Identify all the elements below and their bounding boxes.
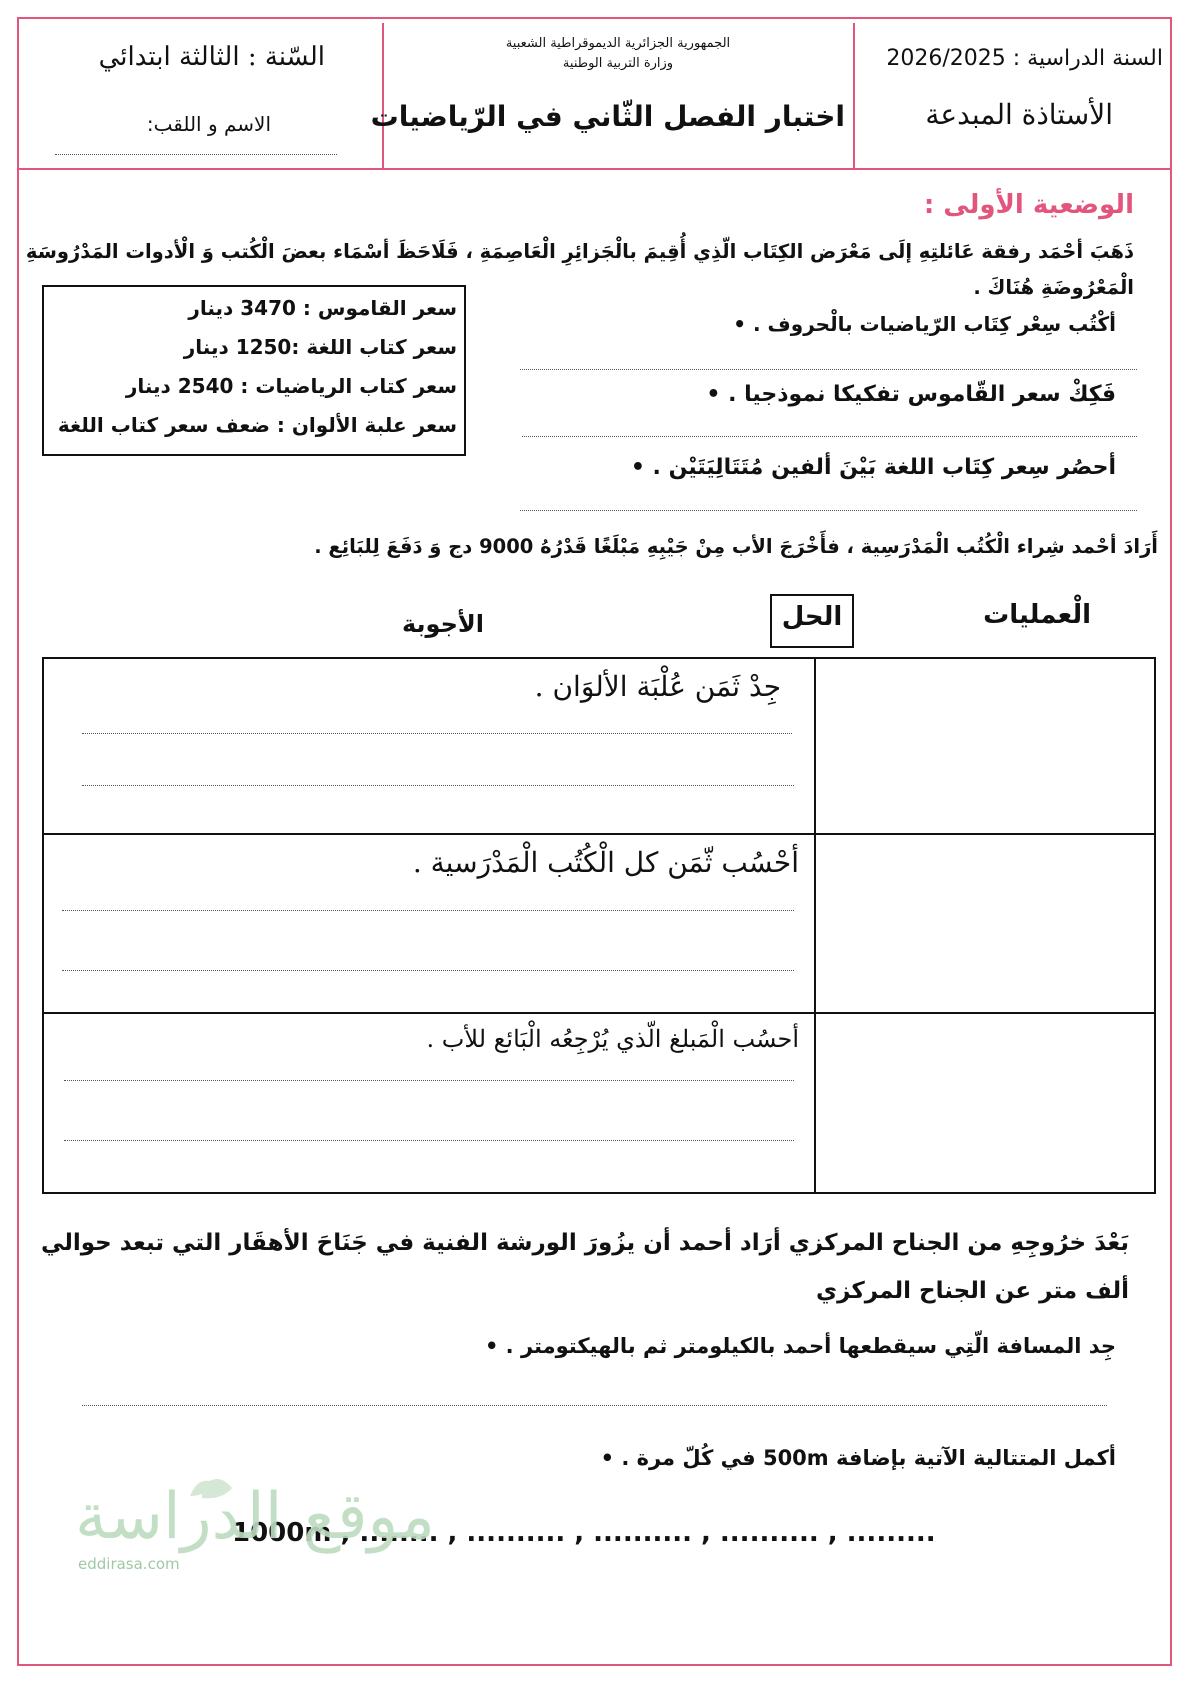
exam-title: اختبار الفصل الثّاني في الرّياضيات — [370, 100, 845, 133]
situation2-question-1: جِد المسافة الّتِي سيقطعها أحمد بالكيلومتر ثم بالهيكتومتر . • — [485, 1334, 1116, 1358]
table-row-1-question: جِدْ ثَمَن عُلْبَة الألوَان . — [534, 670, 781, 703]
situation2-text-line2: ألف متر عن الجناح المركزي — [816, 1278, 1129, 1304]
situation2-question-2: أكمل المتتالية الآتية بإضافة 500m في كُلّ مرة . • — [601, 1446, 1116, 1470]
table-row-3-operations-cell[interactable] — [816, 1014, 1154, 1192]
table-row-3-question: أحسُب الْمَبلغ الّذي يُرْجِعُه الْبَائع للأب . — [426, 1025, 799, 1053]
operations-header: الْعمليات — [983, 600, 1091, 630]
ministry-label: وزارة التربية الوطنية — [562, 56, 674, 71]
answers-header: الأجوبة — [401, 610, 484, 638]
header-col-divider-left — [382, 23, 384, 169]
answer-line-1[interactable] — [520, 369, 1137, 370]
school-year: السنة الدراسية : 2026/2025 — [886, 46, 1163, 71]
table-row-1-answer-line-2[interactable] — [82, 785, 794, 786]
price-dictionary: سعر القاموس : 3470 دينار — [188, 296, 457, 320]
question-3: أحصُر سِعر كِتَاب اللغة بَيْنَ ألفين مُتَتَالِيَتَيْن . • — [631, 455, 1116, 480]
header-col-divider-right — [853, 23, 855, 169]
table-row-3-answer-line-2[interactable] — [64, 1140, 794, 1141]
table-row-3-answer-line-1[interactable] — [64, 1080, 794, 1081]
price-colors-box: سعر علبة الألوان : ضعف سعر كتاب اللغة — [57, 413, 457, 437]
situation1-title: الوضعية الأولى : — [923, 190, 1134, 220]
purchase-text: أَرَادَ أحْمد شِراء الْكُتُب الْمَدْرَسِية ، فأَخْرَجَ الأب مِنْ جَيْبِهِ مَبْلَغًا قَدْرُهُ 9000 دج وَ دَفَعَ لِلبَائِع . — [314, 535, 1158, 558]
table-row-2-answer-line-2[interactable] — [62, 970, 794, 971]
price-math-book: سعر كتاب الرياضيات : 2540 دينار — [125, 374, 457, 398]
teacher-name: الأستاذة المبدعة — [925, 98, 1113, 131]
student-name-label: الاسم و اللقب: — [146, 112, 271, 136]
question-1: أكْتُب سِعْر كِتَاب الرّياضيات بالْحروف . • — [733, 312, 1116, 336]
header-divider — [17, 168, 1172, 170]
answer-line-2[interactable] — [522, 436, 1137, 437]
student-name-field[interactable] — [55, 154, 337, 155]
table-row-1-answer-line-1[interactable] — [82, 733, 792, 734]
sequence-line[interactable]: 1000m , ........ , .......... , .......... , .......... , ......... — [232, 1518, 936, 1548]
watermark-text: موقع الدراسة — [75, 1480, 435, 1554]
situation2-text-line1: بَعْدَ خرُوجِهِ من الجناح المركزي أرَاد أحمد أن يزُورَ الورشة الفنية في جَنَاحَ الأهقَار التي تبعد حوالي — [40, 1230, 1129, 1256]
watermark-site: eddirasa.com — [78, 1555, 180, 1573]
answer-line-3[interactable] — [520, 510, 1137, 511]
situation2-answer-line[interactable] — [82, 1405, 1107, 1406]
price-language-book: سعر كتاب اللغة :1250 دينار — [183, 335, 457, 359]
table-row-2-question: أحْسُب ثّمَن كل الْكُتُب الْمَدْرَسية . — [412, 846, 799, 879]
solution-header: الحل — [781, 602, 843, 632]
table-row-2-operations-cell[interactable] — [816, 835, 1154, 1012]
situation1-intro-line2: الْمَعْرُوضَةِ هُنَاكَ . — [973, 276, 1134, 299]
situation1-intro-line1: ذَهَبَ أحْمَد رفقة عَائلتِهِ إلَى مَعْرَض الكِتَاب الّذِي أُقِيمَ بالْجَزائِرِ الْعَاصِمَةِ ، فَلَاحَظَ أسْمَاء بعضَ الْكُتب وَ الْأدوات المَدْرُوسَةِ — [25, 240, 1134, 263]
table-row-2-answer-line-1[interactable] — [62, 910, 794, 911]
grade-label: السّنة : الثالثة ابتدائي — [98, 42, 325, 72]
table-row-1-operations-cell[interactable] — [816, 659, 1154, 833]
republic-label: الجمهورية الجزائرية الديموقراطية الشعبية — [505, 36, 731, 51]
question-2: فَكِكْ سعر القّاموس تفكيكا نموذجيا . • — [706, 382, 1116, 407]
